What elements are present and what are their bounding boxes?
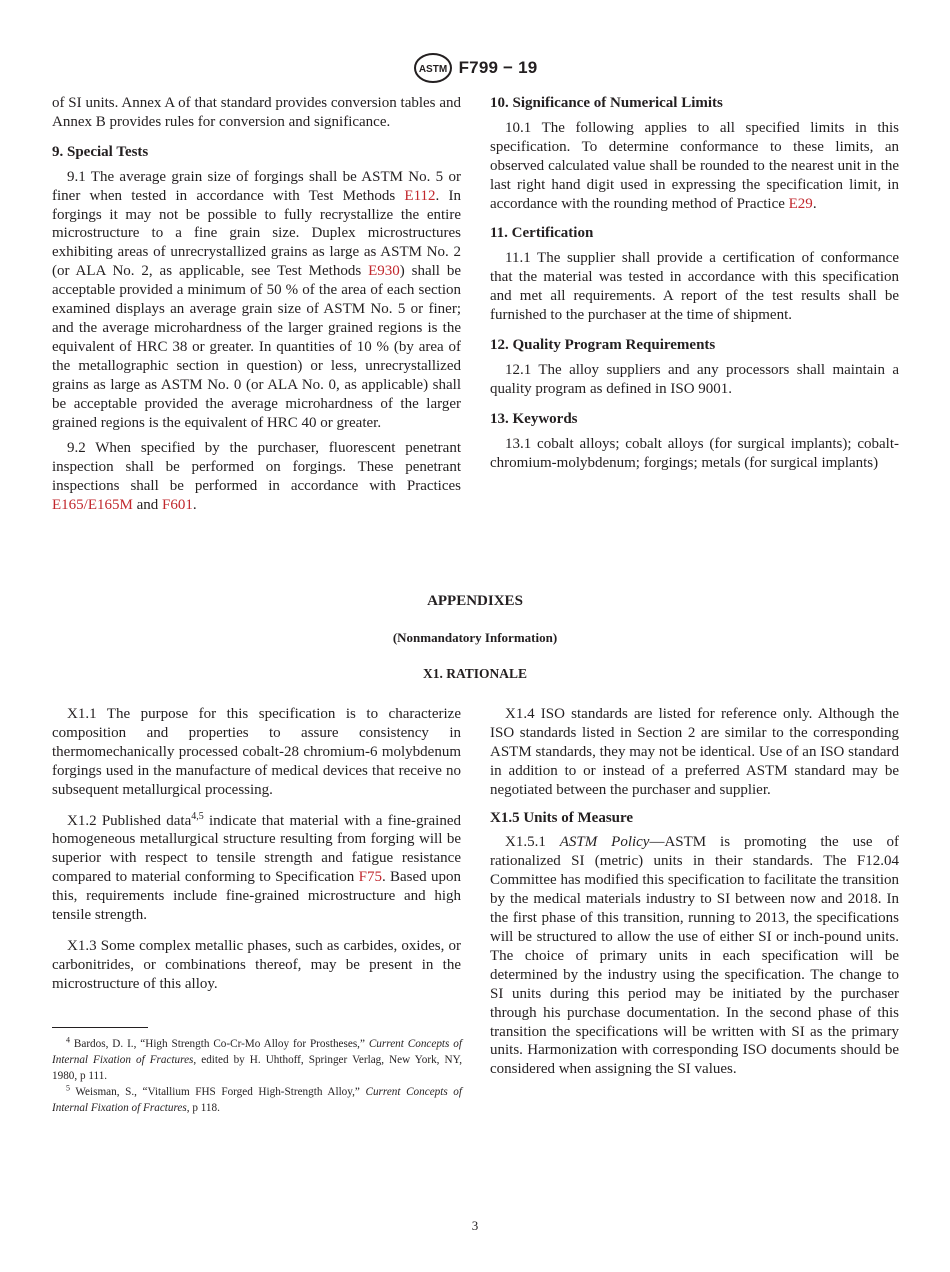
ref-f75-link[interactable]: F75 — [358, 869, 382, 886]
section-10-heading: 10. Significance of Numerical Limits — [490, 95, 723, 111]
paragraph-9-1: 9.1 The average grain size of forgings shall be ASTM No. 5 or finer when tested in accordance with Test Methods E112. In forgings it may not be possible to fully recrystallize the entire microstructure to a fine grain size. Duplex microstructures exhibiting areas of unrecrystallized grains as large as ASTM No. 2 (or ALA No. 2, as applicable, see Test Methods E930) shall be acceptable provided a minimum of 50 % of the area of each section examined displays an average grain size of ASTM No. 5 or finer; and the average microhardness of the larger grained regions is the equivalent of HRC 38 or greater. In quantities of 10 % (by area of the metallographic section in question) or less, unrecrystallized grains as large as ASTM No. 0 (or ALA No. 0, as applicable) shall be acceptable provided the average microhardness of the larger grained regions is the equivalent of HRC 40 or greater. — [52, 168, 462, 431]
svg-text:ASTM: ASTM — [418, 64, 447, 75]
paragraph-x1-5-1: X1.5.1 ASTM Policy—ASTM is promoting the use of rationalized SI (metric) units in their standards. The F12.04 Committee has modified this specification to facilitate the transition by the medical materials industry to SI between now and 2018. In the first phase of this transition, running to 2013, the specifications will be structured to allow the use of either SI or inch-pound units. The choice of primary units in each specification will be determined by the industry using the specification. The change to SI units during this period may be initiated by the purchaser through his purchase documentation. In the second phase of this transition the specifications will be written with SI as the primary units. Harmonization with corresponding ISO documents should be considered when assigning the SI values. — [490, 834, 899, 1078]
nonmandatory-subtitle: (Nonmandatory Information) — [392, 630, 558, 645]
right-column-bottom — [490, 705, 899, 1079]
paragraph-12-1: 12.1 The alloy suppliers and any processors shall maintain a quality program as defined in ISO 9001. — [490, 361, 899, 397]
paragraph-11-1: 11.1 The supplier shall provide a certification of conformance that the material was tested in accordance with this specification and met all requirements. A report of the test results shall be furnished to the purchaser at the time of shipment. — [490, 250, 899, 324]
units-of-measure-heading: X1.5 Units of Measure — [490, 809, 634, 826]
footnote-divider — [52, 1027, 148, 1028]
ref-f601-link[interactable]: F601 — [162, 497, 193, 514]
footnotes — [52, 1036, 462, 1116]
footnote-ref-4-5[interactable]: 4,5 — [191, 810, 204, 822]
footnote-4: $^4$ Bardos, D. I., “High Strength Co-Cr-Mo Alloy for Prostheses,” Current Concepts of Internal Fixation of Fractures, edited by H. Uhthoff, Springer Verlag, New York, NY, 1980, p 111. — [52, 1035, 463, 1082]
ref-e29-link[interactable]: E29 — [788, 195, 813, 212]
continued-paragraph: of SI units. Annex A of that standard provides conversion tables and Annex B provides rules for conversion and significance. — [52, 95, 461, 130]
section-12-heading: 12. Quality Program Requirements — [490, 336, 716, 353]
ref-e112-link[interactable]: E112 — [404, 187, 436, 204]
section-11-heading: 11. Certification — [490, 225, 594, 242]
page-number: 3 — [471, 1218, 479, 1233]
ref-e165-link[interactable]: E165/E165M — [52, 497, 133, 514]
section-9-heading: 9. Special Tests — [52, 143, 149, 160]
appendixes-title: APPENDIXES — [427, 593, 523, 609]
ref-e930-link[interactable]: E930 — [368, 263, 400, 280]
paragraph-x1-4: X1.4 ISO standards are listed for reference only. Although the ISO standards listed in Section 2 are similar to the corresponding ASTM standards, they may not be identical. Use of an ISO standard in addition to or instead of a preferred ASTM standard may be negotiated between the purchaser and supplier. — [490, 706, 899, 798]
paragraph-13-1: 13.1 cobalt alloys; cobalt alloys (for surgical implants); cobalt-chromium-molybdenum; forgings; metals (for surgical implants) — [490, 435, 899, 471]
section-13-heading: 13. Keywords — [490, 410, 578, 427]
astm-logo-icon — [413, 52, 453, 84]
left-column-bottom — [52, 705, 461, 994]
paragraph-10-1: 10.1 The following applies to all specified limits in this specification. To determine conformance to these limits, an observed calculated value shall be rounded to the nearest unit in the last right hand digit used in expressing the specification limit, in accordance with the rounding method of Practice E29. — [490, 119, 899, 212]
footnote-5: $^5$ Weisman, S., “Vitallium FHS Forged High-Strength Alloy,” Current Concepts of Internal Fixation of Fractures, p 118. — [52, 1083, 462, 1114]
right-column-top — [490, 94, 899, 472]
paragraph-x1-1: X1.1 The purpose for this specification is to characterize composition and properties to assure consistency in thermomechanically processed cobalt-28 chromium-6 molybdenum forgings used in the manufacture of medical devices that receive no subsequent metallurgical processing. — [52, 706, 461, 798]
document-id: F799 − 19 — [458, 58, 538, 77]
rationale-heading: X1. RATIONALE — [422, 666, 527, 681]
paragraph-x1-2: X1.2 Published data$^{4,5}$ indicate that material with a fine-grained homogeneous metallurgical structure resulting from forging will be superior with respect to tensile strength and fatigue resistance compared to material conforming to Specification F75. Based upon this, requirements include fine-grained microstructure and high tensile strength. — [52, 810, 461, 924]
page-header — [0, 52, 950, 84]
paragraph-x1-3: X1.3 Some complex metallic phases, such as carbides, oxides, or carbonitrides, or combinations thereof, may be present in the microstructure of this alloy. — [52, 937, 461, 992]
left-column-top — [52, 94, 461, 515]
paragraph-9-2: 9.2 When specified by the purchaser, fluorescent penetrant inspection shall be performed on forgings. These penetrant inspections shall be performed in accordance with Practices E165/E165M and F601. — [52, 440, 461, 514]
